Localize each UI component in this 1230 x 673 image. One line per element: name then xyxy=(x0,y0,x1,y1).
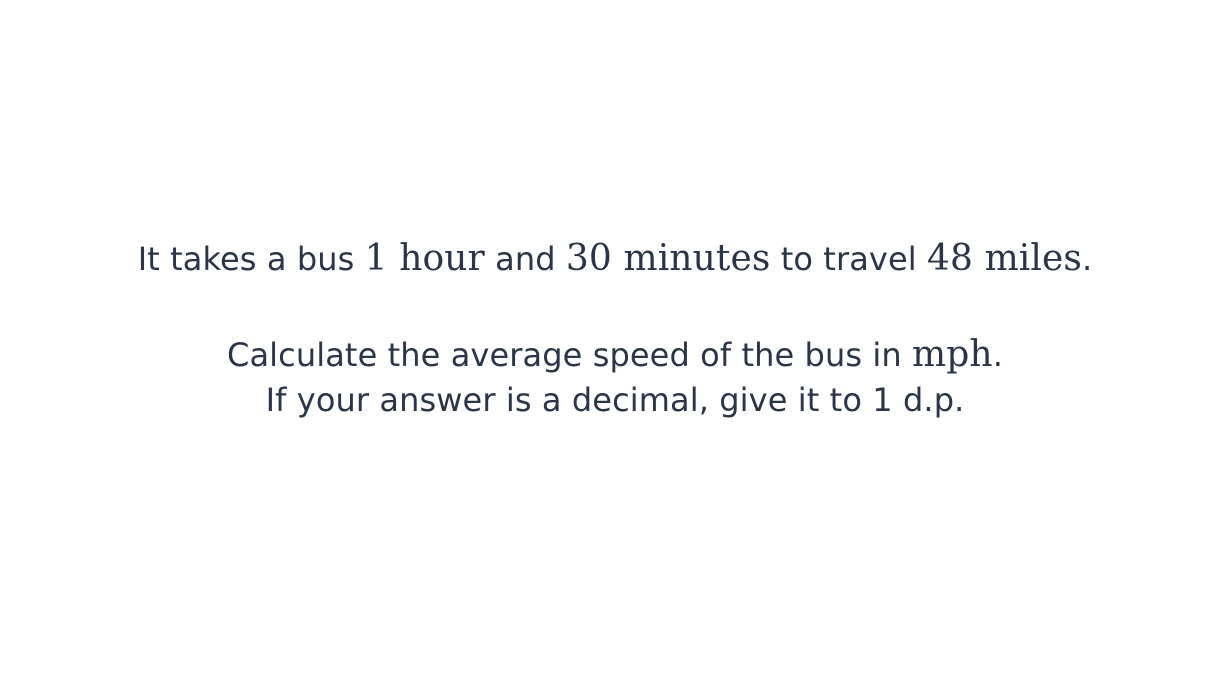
line1-text-3: to travel xyxy=(770,240,928,278)
line1-text-2: and xyxy=(484,240,566,278)
distance-value: 48 miles xyxy=(927,238,1083,279)
unit-mph: mph xyxy=(912,334,993,375)
question-line-1 xyxy=(0,238,1230,279)
question-line-3 xyxy=(0,381,1230,419)
line2-text-2: . xyxy=(992,336,1003,374)
line1-text-4: . xyxy=(1082,240,1093,278)
time-hours-value: 1 hour xyxy=(364,238,485,279)
line1-text-1: It takes a bus xyxy=(137,240,365,278)
line2-text-1: Calculate the average speed of the bus in xyxy=(227,336,913,374)
line3-text-1: If your answer is a decimal, give it to 1 d.p. xyxy=(265,381,965,419)
question-line-2 xyxy=(0,334,1230,375)
time-minutes-value: 30 minutes xyxy=(565,238,771,279)
